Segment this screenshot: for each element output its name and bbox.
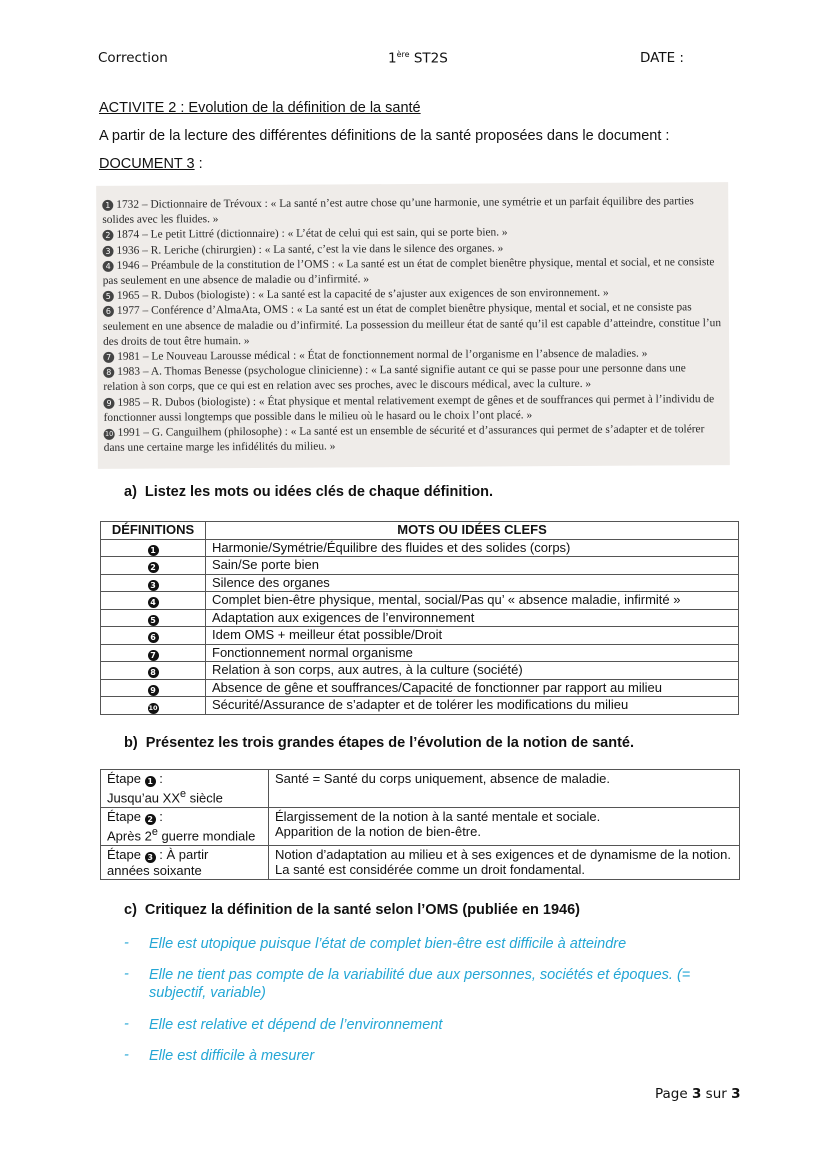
- table-row: 7 Fonctionnement normal organisme: [101, 644, 739, 662]
- stage-description: Élargissement de la notion à la santé mentale et sociale. Apparition de la notion de bien-être.: [269, 807, 740, 845]
- number-badge-icon: 2: [145, 814, 156, 825]
- stage-label: Étape 2 : Après 2e guerre mondiale: [101, 807, 269, 845]
- stage-description: Notion d’adaptation au milieu et à ses exigences et de dynamisme de la notion. La santé est considérée comme un droit fondamental.: [269, 845, 740, 880]
- number-badge-icon: 7: [148, 650, 159, 661]
- document-label: DOCUMENT 3 :: [99, 156, 203, 172]
- table-row: [101, 770, 740, 808]
- number-badge-icon: 3: [145, 852, 156, 863]
- stage-label: Étape 3 : À partir années soixante: [101, 845, 269, 880]
- document-entry: 8 1983 – A. Thomas Benesse (psychologue clinicienne) : « La santé signifie autant ce qui se passe pour une personne dans une relation à son corps, que ce qui est en relation avec ses proches, avec le discours médical, avec la culture. »: [103, 362, 686, 394]
- question-c: c) Critiquez la définition de la santé selon l’OMS (publiée en 1946): [124, 902, 580, 918]
- header-date: DATE :: [640, 50, 684, 66]
- number-badge-icon: 3: [148, 580, 159, 591]
- table-row: 9 Absence de gêne et souffrances/Capacité de fonctionner par rapport au milieu: [101, 679, 739, 697]
- intro-text: A partir de la lecture des différentes définitions de la santé proposées dans le document :: [99, 128, 670, 144]
- table-row: [101, 807, 740, 845]
- table-row: 10 Sécurité/Assurance de s’adapter et de tolérer les modifications du milieu: [101, 697, 739, 715]
- number-badge-icon: 2: [102, 230, 113, 241]
- number-badge-icon: 8: [148, 667, 159, 678]
- question-a: a) Listez les mots ou idées clés de chaque définition.: [124, 484, 493, 500]
- number-badge-icon: 5: [148, 615, 159, 626]
- document-entry: 7 1981 – Le Nouveau Larousse médical : « État de fonctionnement normal de l’organisme en l’absence de maladies. »: [103, 346, 723, 365]
- table-row: 3 Silence des organes: [101, 574, 739, 592]
- number-badge-icon: 10: [104, 429, 115, 440]
- document-entry: 10 1991 – G. Canguilhem (philosophe) : « La santé est un ensemble de sécurité et d’assurances qui permet de s’adapter et de tolérer dans une certaine marge les infidélités du milieu. »: [103, 423, 705, 455]
- header-class: 1ère ST2S: [388, 50, 448, 67]
- number-badge-icon: 1: [148, 545, 159, 556]
- number-badge-icon: 4: [103, 261, 114, 272]
- page-footer: Page 3 sur 3: [655, 1086, 741, 1102]
- document-3-scan: [96, 182, 730, 469]
- number-badge-icon: 7: [103, 352, 114, 363]
- table-row: 8 Relation à son corps, aux autres, à la culture (société): [101, 662, 739, 680]
- number-badge-icon: 1: [102, 200, 113, 211]
- stage-label: Étape 1 : Jusqu’au XXe siècle: [101, 770, 269, 808]
- document-entry: 2 1874 – Le petit Littré (dictionnaire) : « L’état de celui qui est sain, qui se porte bien. »: [102, 225, 722, 244]
- stages-table: [100, 769, 740, 880]
- table-header-row: [101, 522, 739, 540]
- table-row: 6 Idem OMS + meilleur état possible/Droit: [101, 627, 739, 645]
- number-badge-icon: 3: [103, 245, 114, 256]
- number-badge-icon: 2: [148, 562, 159, 573]
- number-badge-icon: 6: [148, 632, 159, 643]
- number-badge-icon: 9: [103, 397, 114, 408]
- activity-title: ACTIVITE 2 : Evolution de la définition de la santé: [99, 100, 421, 116]
- document-entry: 3 1936 – R. Leriche (chirurgien) : « La santé, c’est la vie dans le silence des organes. »: [102, 240, 722, 259]
- column-header-keywords: MOTS OU IDÉES CLEFS: [206, 522, 739, 540]
- number-badge-icon: 9: [148, 685, 159, 696]
- document-entry: 1 1732 – Dictionnaire de Trévoux : « La santé n’est autre chose qu’une harmonie, une symétrie et un parfait équilibre des parties solides avec les fluides. »: [102, 195, 694, 227]
- number-badge-icon: 8: [103, 367, 114, 378]
- number-badge-icon: 4: [148, 597, 159, 608]
- stage-description: Santé = Santé du corps uniquement, absence de maladie.: [269, 770, 740, 808]
- document-entry: 6 1977 – Conférence d’AlmaAta, OMS : « La santé est un état de complet bienêtre physique, mental et social, et ne consiste pas seulement en une absence de maladie ou d’infirmité. La possession du meilleur état de santé qu’il est capable d’atteindre, constitue l’un des droits de tout être humain. »: [102, 301, 722, 348]
- number-badge-icon: 6: [103, 306, 114, 317]
- document-entry: 9 1985 – R. Dubos (biologiste) : « État physique et mental relativement exempt de gênes et de souffrances qui permet à l’individu de fonctionner aussi longtemps que possible dans le milieu où le hasard ou le choix l’ont placé. »: [103, 392, 715, 424]
- keywords-table: [100, 521, 739, 715]
- header-left: Correction: [98, 50, 168, 66]
- table-row: 4 Complet bien-être physique, mental, social/Pas qu’ « absence maladie, infirmité »: [101, 592, 739, 610]
- document-entry: 5 1965 – R. Dubos (biologiste) : « La santé est la capacité de s’ajuster aux exigences de son environnement. »: [103, 285, 723, 304]
- table-row: 1 Harmonie/Symétrie/Équilibre des fluides et des solides (corps): [101, 539, 739, 557]
- table-row: 2 Sain/Se porte bien: [101, 557, 739, 575]
- question-b: b) Présentez les trois grandes étapes de l’évolution de la notion de santé.: [124, 735, 634, 751]
- column-header-definitions: DÉFINITIONS: [101, 522, 206, 540]
- table-row: 5 Adaptation aux exigences de l’environnement: [101, 609, 739, 627]
- number-badge-icon: 5: [103, 291, 114, 302]
- number-badge-icon: 1: [145, 776, 156, 787]
- number-badge-icon: 10: [148, 704, 158, 712]
- table-row: [101, 845, 740, 880]
- document-entry: 4 1946 – Préambule de la constitution de l’OMS : « La santé est un état de complet bienêtre physique, mental et social, et ne consiste pas seulement en une absence de maladie ou d’infirmité. »: [102, 255, 715, 287]
